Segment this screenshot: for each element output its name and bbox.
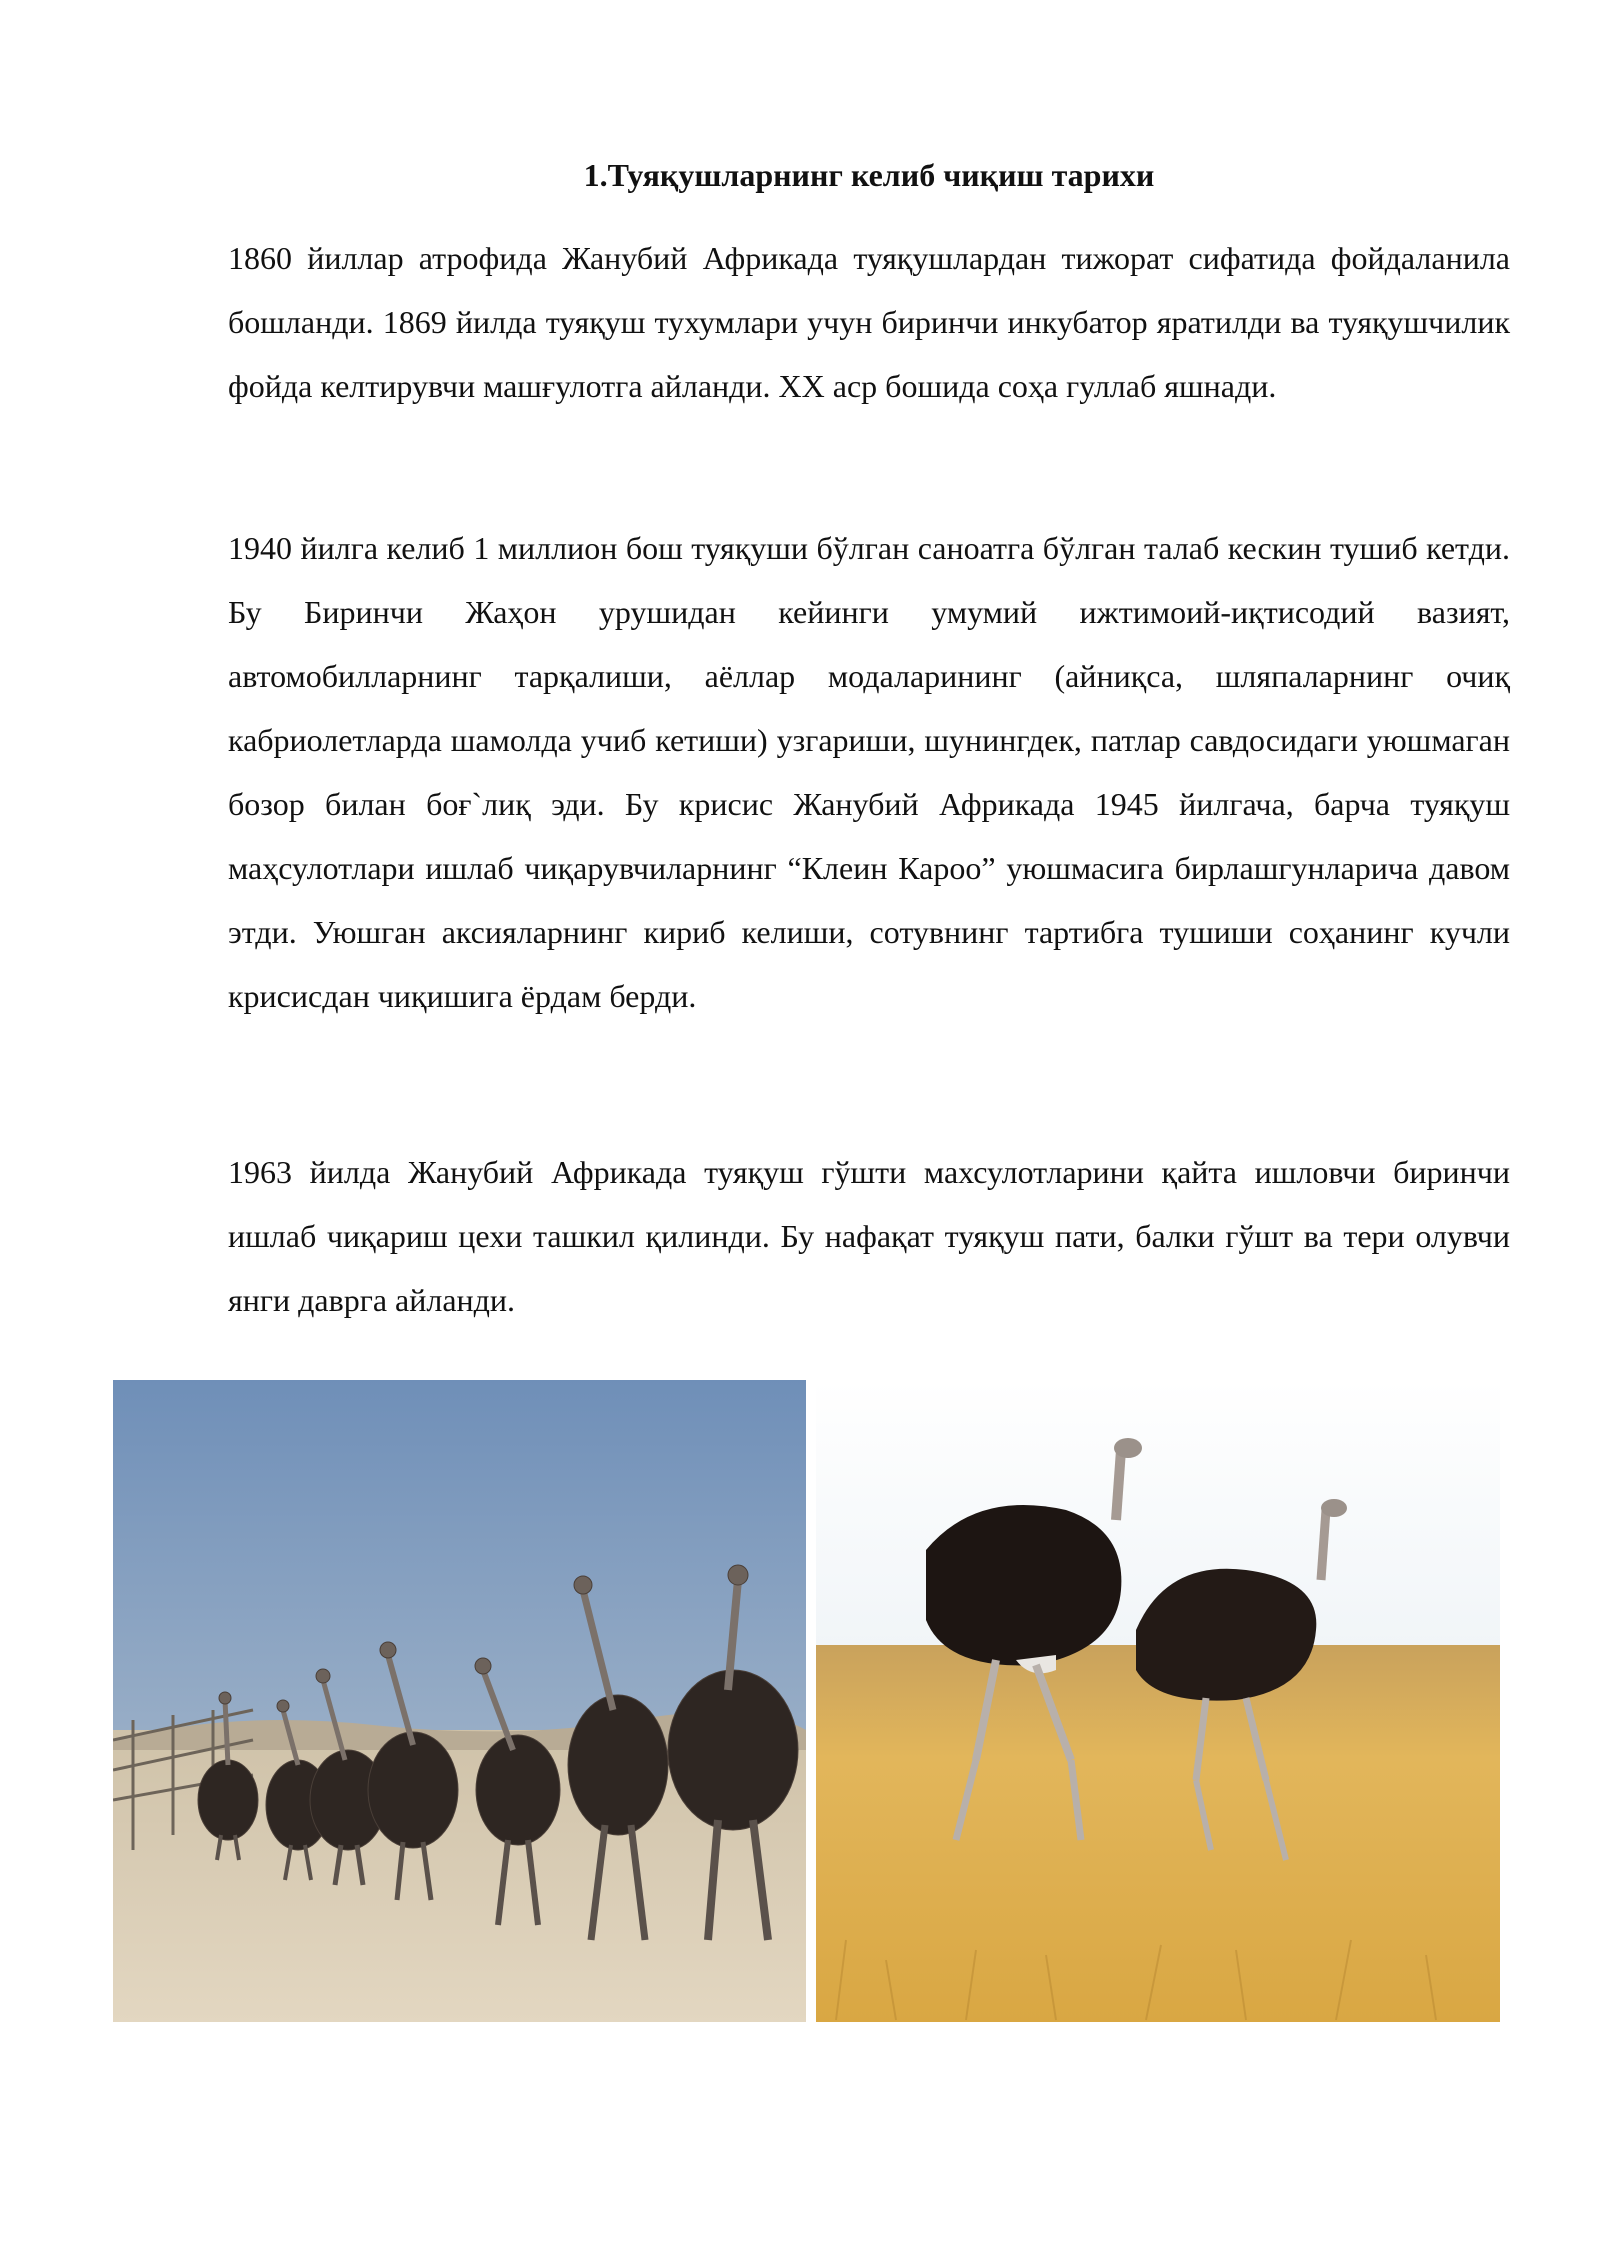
paragraph-3: 1963 йилда Жанубий Африкада туяқуш гўшти махсулотларини қайта ишловчи биринчи ишлаб чиқариш цехи ташкил қилинди. Бу нафақат туяқуш пати, балки гўшт ва тери олувчи янги даврга айланди.	[228, 1154, 1510, 1318]
paragraph-1: 1860 йиллар атрофида Жанубий Африкада туяқушлардан тижорат сифатида фойдаланила бошланди. 1869 йилда туяқуш тухумлари учун биринчи инкубатор яратилди ва туяқушчилик фойда келтирувчи машғулотга айланди. XX аср бошида соҳа гуллаб яшнади.	[228, 240, 1510, 404]
paragraph-2: 1940 йилга келиб 1 миллион бош туяқуши бўлган саноатга бўлган талаб кескин тушиб кетди. Бу Биринчи Жаҳон урушидан кейинги умумий ижтимоий-иқтисодий вазият, автомобилларнинг тарқалиши, аёллар модаларининг (айниқса, шляпаларнинг очиқ кабриолетларда шамолда учиб кетиши) узгариши, шунингдек, патлар савдосидаги уюшмаган бозор билан боғ`лиқ эди. Бу крисис Жанубий Африкада 1945 йилгача, барча туяқуш маҳсулотлари ишлаб чиқарувчиларнинг “Клеин Кароо” уюшмасига бирлашгунларича давом этди. Уюшган аксияларнинг кириб келиши, сотувнинг тартибга тушиши соҳанинг кучли крисисдан чиқишига ёрдам берди.	[228, 530, 1510, 1014]
two-ostriches-photo	[816, 1380, 1500, 2022]
ostrich-flock-photo	[113, 1380, 806, 2022]
section-heading: 1.Туяқушларнинг келиб чиқиш тарихи	[583, 157, 1155, 193]
